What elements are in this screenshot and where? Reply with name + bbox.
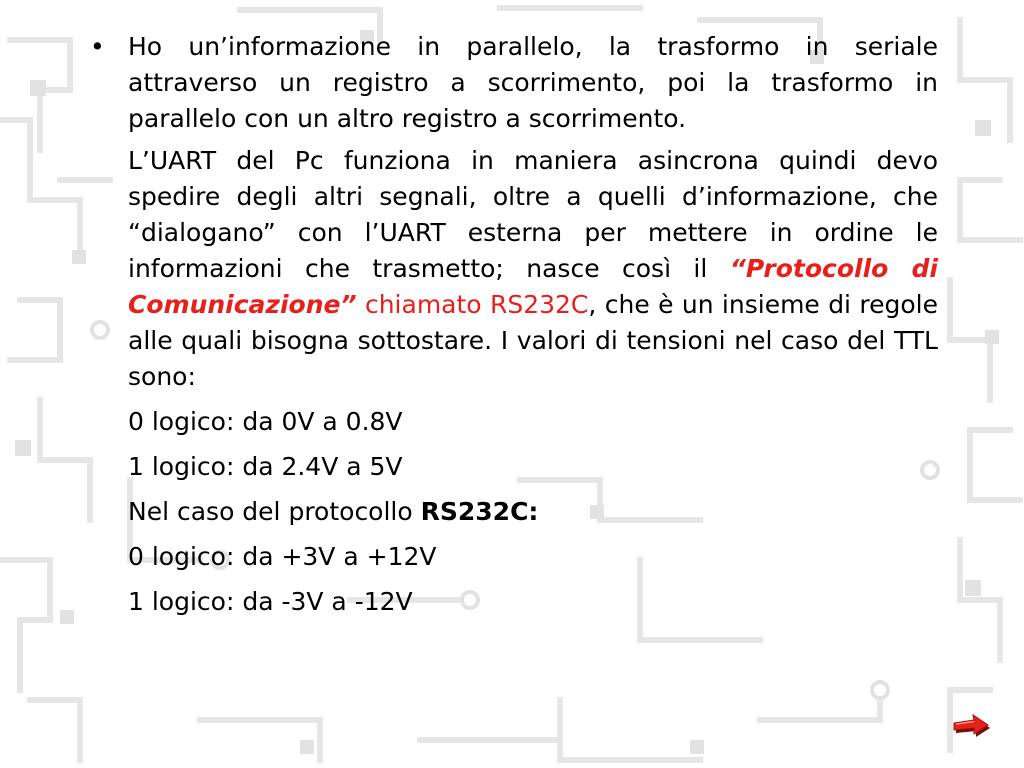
rs232-intro-text: Nel caso del protocollo (128, 497, 413, 526)
rs232-logic-one: 1 logico: da -3V a -12V (128, 587, 413, 616)
rs232-heading (128, 494, 938, 530)
red-right-arrow-icon (950, 712, 994, 742)
protocol-highlight: “Protocollo di Comunicazione” (128, 254, 938, 319)
paragraph-uart-text: L’UART del Pc funziona in maniera asincrona quindi devo spedire degli altri segnali, oltre a quelli d’informazione, che “dialogano” con l’UART esterna per mettere in ordine le informazioni che trasmetto; nasce così il (128, 146, 938, 283)
ttl-logic-zero: 0 logico: da 0V a 0.8V (128, 407, 403, 436)
bullet-marker: • (90, 32, 105, 61)
rs232c-highlight: chiamato RS232C (364, 290, 589, 319)
next-slide-button[interactable] (950, 712, 994, 742)
ttl-logic-one: 1 logico: da 2.4V a 5V (128, 452, 403, 481)
bullet-item (90, 29, 938, 137)
paragraph-intro: Ho un’informazione in parallelo, la trasformo in seriale attraverso un registro a scorrimento, poi la trasformo in parallelo con un altro registro a scorrimento. (128, 32, 938, 133)
slide-content (90, 29, 938, 620)
paragraph-uart (128, 143, 938, 395)
paragraph-uart-continuation: , che è un insieme di regole alle quali bisogna sottostare. I valori di tensioni nel caso del TTL sono: (128, 290, 938, 391)
rs232-label: RS232C: (420, 497, 539, 526)
rs232-logic-zero: 0 logico: da +3V a +12V (128, 542, 437, 571)
